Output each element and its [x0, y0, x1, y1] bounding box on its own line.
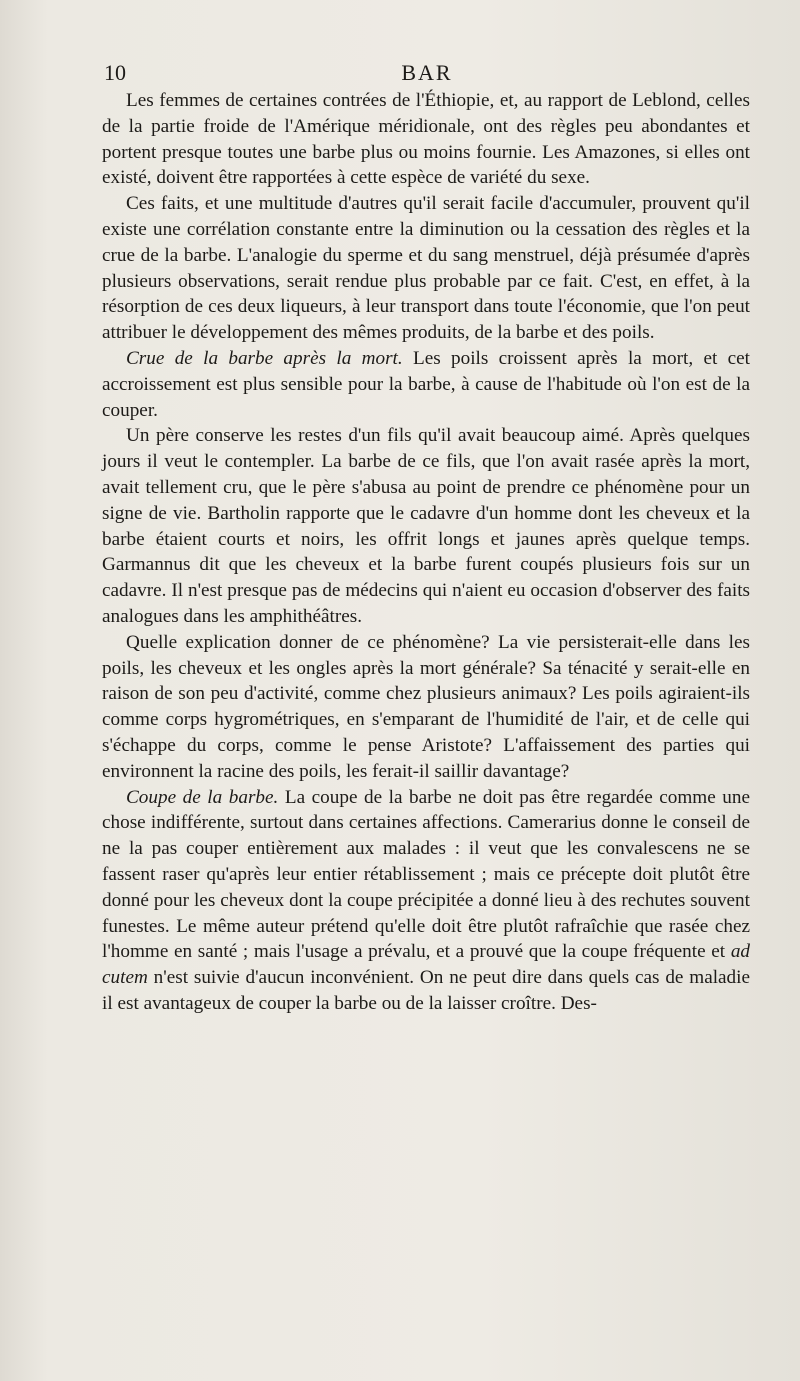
paragraph-text: La coupe de la barbe ne doit pas être regardée comme une chose indifférente, surtout dans certaines affections. Camerarius donne le conseil de ne la pas couper entièrement aux malades : il veut que les convalescens ne se fassent raser qu'après leur entier rétablissement ; mais ce précepte doit plutôt être donné pour les cheveux dont la coupe précipitée a donné lieu à des rechutes souvent funestes. Le même auteur prétend qu'elle doit être plutôt rafraîchie que rasée chez l'homme en santé ; mais l'usage a prévalu, et a prouvé que la coupe fréquente et — [102, 786, 750, 963]
paragraph-text: Ces faits, et une multitude d'autres qu'il serait facile d'accumuler, prouvent qu'il existe une corrélation constante entre la diminution ou la cessation des règles et la crue de la barbe. L'analogie du sperme et du sang menstruel, déjà présumée d'après plusieurs observations, serait rendue plus probable par ce fait. C'est, en effet, à la résorption de ces deux liqueurs, à leur transport dans toute l'économie, que l'on peut attribuer le développement des mêmes produits, de la barbe et des poils. — [102, 193, 750, 344]
paragraph-text: Un père conserve les restes d'un fils qu'il avait beaucoup aimé. Après quelques jours il veut le contempler. La barbe de ce fils, que l'on avait rasée après la mort, avait tellement cru, que le père s'abusa au point de prendre ce phénomène pour un signe de vie. Bartholin rapporte que le cadavre d'un homme dont les cheveux et la barbe étaient courts et noirs, les offrit longs et jaunes après quelque temps. Garmannus dit que les cheveux et la barbe furent coupés plusieurs fois sur un cadavre. Il n'est presque pas de médecins qui n'aient eu occasion d'observer des faits analogues dans les amphithéâtres. — [102, 425, 750, 627]
paragraph-text: Quelle explication donner de ce phénomène? La vie persisterait-elle dans les poils, les cheveux et les ongles après la mort générale? Sa ténacité y serait-elle en raison de son peu d'activité, comme chez plusieurs animaux? Les poils agiraient-ils comme corps hygrométriques, en s'emparant de l'humidité de l'air, et de celle qui s'échappe du corps, comme le pense Aristote? L'affaissement des parties qui environnent la racine des poils, les ferait-il saillir davantage? — [102, 631, 750, 782]
paragraph-4 — [102, 423, 750, 629]
paragraph-text: Les poils croissent après la mort, et cet accroissement est plus sensible pour la barbe, à cause de l'habitude où l'on est de la couper. — [102, 347, 750, 421]
latin-phrase: ad cutem — [102, 941, 750, 989]
body-text — [102, 88, 750, 1017]
page-header — [104, 60, 750, 86]
paragraph-text: n'est suivie d'aucun inconvénient. On ne peut dire dans quels cas de maladie il est avantageux de couper la barbe ou de la laisser croître. Des- — [102, 967, 750, 1014]
page-number: 10 — [104, 60, 126, 85]
paragraph-text: Les femmes de certaines contrées de l'Éthiopie, et, au rapport de Leblond, celles de la partie froide de l'Amérique méridionale, ont des règles peu abondantes et portent presque toutes une barbe plus ou moins fournie. Les Amazones, si elles ont existé, doivent être rapportées à cette espèce de variété du sexe. — [102, 90, 750, 189]
paragraph-5 — [102, 630, 750, 785]
section-lead: Crue de la barbe après la mort. — [126, 347, 403, 369]
paragraph-1 — [102, 88, 750, 191]
paragraph-3 — [102, 346, 750, 423]
section-lead: Coupe de la barbe. — [126, 786, 279, 808]
paragraph-2 — [102, 191, 750, 346]
paragraph-6 — [102, 785, 750, 1017]
running-head: BAR — [401, 60, 453, 85]
